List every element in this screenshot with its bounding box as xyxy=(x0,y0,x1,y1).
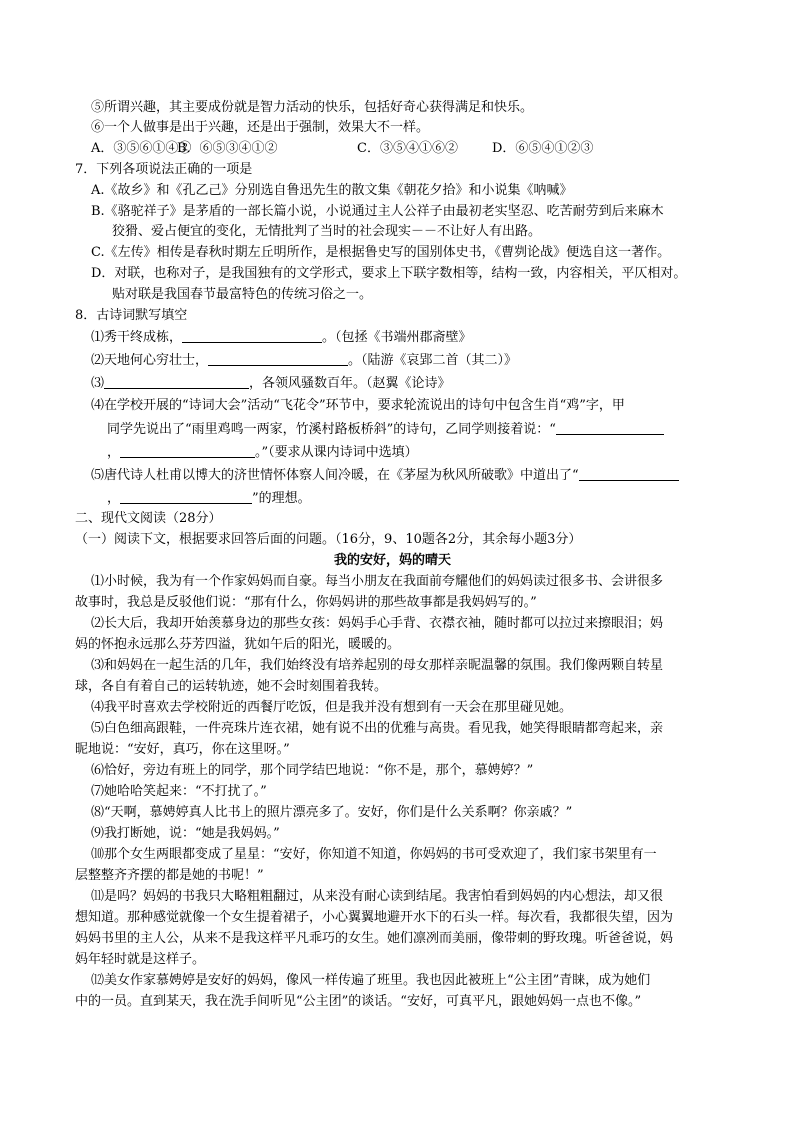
passage-line: ⑾是吗？妈妈的书我只大略粗粗翻过，从来没有耐心读到结尾。我害怕看到妈妈的内心想法，却又很 xyxy=(91,889,664,904)
passage-line: 妈年轻时就是这样子。 xyxy=(75,952,206,967)
passage-line: 层整整齐齐摆的都是她的书呢！” xyxy=(75,868,264,883)
q7-option-d-line1: D．对联，也称对子，是我国独有的文学形式，要求上下联字数相等，结构一致，内容相关，平仄相对。 xyxy=(91,266,687,281)
q6-sentence-5: ⑤所谓兴趣，其主要成份就是智力活动的快乐，包括好奇心获得满足和快乐。 xyxy=(91,100,534,115)
passage-title: 我的安好，妈的晴天 xyxy=(334,553,452,568)
passage-line: ⑵长大后，我却开始羡慕身边的那些女孩：妈妈手心手背、衣襟衣袖，随时都可以拉过来擦眼泪；妈 xyxy=(91,616,664,631)
q8-item-5-line1: ⑸唐代诗人杜甫以博大的济世情怀体察人间冷暖，在《茅屋为秋风所破歌》中道出了“ xyxy=(91,465,679,485)
q7-option-a: A.《故乡》和《孔乙己》分别选自鲁迅先生的散文集《朝花夕拾》和小说集《呐喊》 xyxy=(91,183,573,198)
q8-item-4-line1: ⑷在学校开展的“诗词大会”活动“飞花令”环节中，要求轮流说出的诗句中包含生肖“鸡”字，甲 xyxy=(91,398,625,413)
passage-line: ⑼我打断她，说：“她是我妈妈。” xyxy=(91,826,280,841)
q8-blank-3[interactable] xyxy=(104,373,249,389)
q8-blank-5a[interactable] xyxy=(579,465,679,481)
q8-blank-5b[interactable] xyxy=(120,488,252,504)
q7-option-d-line2: 贴对联是我国春节最富特色的传统习俗之一。 xyxy=(112,287,373,302)
q7-option-b-line2: 狡猾、爱占便宜的变化，无情批判了当时的社会现实－－不让好人有出路。 xyxy=(112,224,542,239)
passage-line: ⑶和妈妈在一起生活的几年，我们始终没有培养起别的母女那样亲昵温馨的氛围。我们像两颗自转星 xyxy=(91,658,664,673)
passage-line: ⑴小时候，我为有一个作家妈妈而自豪。每当小朋友在我面前夸耀他们的妈妈读过很多书、会讲很多 xyxy=(91,574,664,589)
passage-line: ⑻“天啊，慕娉婷真人比书上的照片漂亮多了。安好，你们是什么关系啊？你亲戚？” xyxy=(91,805,573,820)
q7-stem: 7．下列各项说法正确的一项是 xyxy=(75,162,253,177)
section-heading: 二、现代文阅读（28分） xyxy=(75,511,222,526)
subsection-instructions: （一）阅读下文，根据要求回答后面的问题。（16分，9、10题各2分，其余每小题3分） xyxy=(75,532,582,547)
q8-item-3: ⑶ ，各领风骚数百年。（赵翼《论诗》 xyxy=(91,373,451,393)
q8-blank-4a[interactable] xyxy=(556,419,664,435)
q7-option-c: C.《左传》相传是春秋时期左丘明所作，是根据鲁史写的国别体史书，《曹刿论战》便选自这一著作。 xyxy=(91,245,671,260)
passage-line: ⑷我平时喜欢去学校附近的西餐厅吃饭，但是我并没有想到有一天会在那里碰见她。 xyxy=(91,700,573,715)
passage-line: 妈的怀抱永远那么芬芳四溢，犹如午后的阳光，暖暖的。 xyxy=(75,637,401,652)
passage-line: 妈妈书里的主人公，从来不是我这样平凡乖巧的女生。她们凛冽而美丽，像带刺的野玫瑰。听爸爸说，妈 xyxy=(75,931,674,946)
q8-item-1: ⑴秀干终成栋， 。（包拯《书端州郡斋壁》 xyxy=(91,327,472,347)
q6-option-d: D．⑥⑤④①②③ xyxy=(492,141,594,156)
passage-line: ⑿美女作家慕娉婷是安好的妈妈，像风一样传遍了班里。我也因此被班上“公主团”青睐，成为她们 xyxy=(91,973,651,988)
q6-option-b: B．⑥⑤③④①② xyxy=(177,141,278,156)
q8-stem: 8．古诗词默写填空 xyxy=(75,308,188,323)
q8-item-4-line3: ， 。”（要求从课内诗词中选填） xyxy=(107,442,418,462)
q6-option-a: A．③⑤⑥①④② xyxy=(91,141,192,156)
passage-line: 想知道。那种感觉就像一个女生提着裙子，小心翼翼地避开水下的石头一样。每次看，我都很失望，因为 xyxy=(75,910,674,925)
passage-line: 中的一员。直到某天，我在洗手间听见“公主团”的谈话。“安好，可真平凡，跟她妈妈一点也不像。” xyxy=(75,994,642,1009)
passage-line: ⑸白色细高跟鞋，一件亮珠片连衣裙，她有说不出的优雅与高贵。看见我，她笑得眼睛都弯起来，亲 xyxy=(91,721,664,736)
q8-item-4-line2: 同学先说出了“雨里鸡鸣一两家，竹溪村路板桥斜”的诗句，乙同学则接着说：“ xyxy=(107,419,664,439)
passage-line: ⑽那个女生两眼都变成了星星：“安好，你知道不知道，你妈妈的书可受欢迎了，我们家书架里有一 xyxy=(91,847,657,862)
passage-line: ⑺她哈哈笑起来：“不打扰了。” xyxy=(91,784,267,799)
q8-blank-2[interactable] xyxy=(208,350,348,366)
passage-line: 球，各自有着自己的运转轨迹，她不会时刻围着我转。 xyxy=(75,679,388,694)
passage-line: 故事时，我总是反驳他们说：“那有什么，你妈妈讲的那些故事都是我妈妈写的。” xyxy=(75,595,537,610)
q8-blank-4b[interactable] xyxy=(120,442,255,458)
q7-option-b-line1: B.《骆驼祥子》是茅盾的一部长篇小说，小说通过主人公祥子由最初老实坚忍、吃苦耐劳到后来麻木 xyxy=(91,204,664,219)
q6-option-c: C．③⑤④①⑥② xyxy=(357,141,458,156)
passage-line: ⑹恰好，旁边有班上的同学，那个同学结巴地说：“你不是，那个，慕娉婷？” xyxy=(91,763,534,778)
q8-blank-1[interactable] xyxy=(182,327,322,343)
q8-item-2: ⑵天地何心穷壮士， 。（陆游《哀郢二首（其二）》 xyxy=(91,350,517,370)
q8-item-5-line2: ， ”的理想。 xyxy=(107,488,311,508)
passage-line: 昵地说：“安好，真巧，你在这里呀。” xyxy=(75,742,290,757)
q6-sentence-6: ⑥一个人做事是出于兴趣，还是出于强制，效果大不一样。 xyxy=(91,120,430,135)
